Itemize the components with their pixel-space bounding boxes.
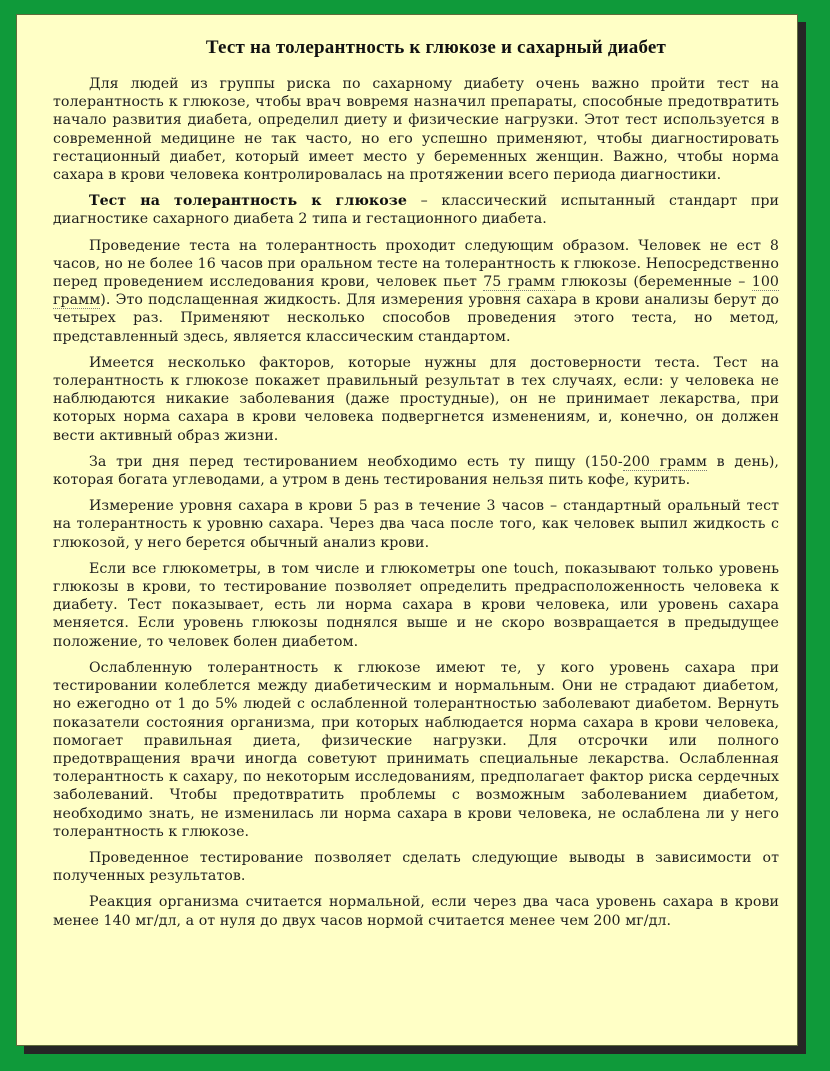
dose-link-100[interactable]: 100 грамм: [53, 274, 779, 309]
diet-link-200[interactable]: 200 грамм: [622, 453, 707, 470]
diet-text-1: За три дня перед тестированием необходимо есть ту пищу (150-: [89, 453, 623, 470]
procedure-text-3: ). Это подслащенная жидкость. Для измерения уровня сахара в крови анализы берут до четырех раз. Применяют несколько способов проведения этого теста, но метод, представленный здесь, является классическим стандартом.: [53, 292, 779, 345]
paragraph-definition: [53, 192, 779, 228]
procedure-text-1: Проведение теста на толерантность проходит следующим образом. Человек не ест 8 часов, но не более 16 часов при оральном тесте на толерантность к глюкозе. Непосредственно перед проведением исследования крови, человек пьет: [53, 237, 779, 291]
document-title: Тест на толерантность к глюкозе и сахарный диабет: [205, 37, 667, 58]
paragraph-normal-reaction: Реакция организма считается нормальной, если через два часа уровень сахара в крови менее 140 мг/дл, а от нуля до двух часов нормой считается менее чем 200 мг/дл.: [53, 894, 779, 929]
paragraph-intro: Для людей из группы риска по сахарному диабету очень важно пройти тест на толерантность к глюкозе, чтобы врач вовремя назначил препараты, способные предотвратить начало развития диабета, определил диету и физические нагрузки. Этот тест используется в современной медицине не так часто, но его успешно применяют, чтобы диагностировать гестационный диабет, который имеет место у беременных женщин. Важно, чтобы норма сахара в крови человека контролировалась на протяжении всего периода диагностики.: [53, 76, 779, 184]
definition-term: Тест на толерантность к глюкозе: [89, 193, 407, 210]
paragraph-impaired-tolerance: Ослабленную толерантность к глюкозе имеют те, у кого уровень сахара при тестировании колеблется между диабетическим и нормальным. Они не страдают диабетом, но ежегодно от 1 до 5% людей с ослабленной толерантностью заболевают диабетом. Вернуть показатели состояния организма, при которых наблюдается норма сахара в крови человека, помогает правильная диета, физические нагрузки. Для отсрочки или полного предотвращения врачи иногда советуют принимать специальные лекарства. Ослабленная толерантность к сахару, по некоторым исследованиям, предполагает фактор риска сердечных заболеваний. Чтобы предотвратить проблемы с возможным заболеванием диабетом, необходимо знать, не изменилась ли норма сахара в крови человека, не ослаблена ли у него толерантность к глюкозе.: [53, 659, 779, 840]
definition-text: – классический испытанный стандарт при диагностике сахарного диабета 2 типа и гестационного диабета.: [53, 193, 780, 228]
paragraph-conclusions: Проведенное тестирование позволяет сделать следующие выводы в зависимости от полученных результатов.: [53, 849, 779, 885]
dose-link-75[interactable]: 75 грамм: [483, 274, 556, 291]
paragraph-diet: [53, 453, 779, 489]
paragraph-measurement: Измерение уровня сахара в крови 5 раз в течение 3 часов – стандартный оральный тест на толерантность к уровню сахара. Через два часа после того, как человек выпил жидкость с глюкозой, у него берется обычный анализ крови.: [53, 498, 779, 551]
paragraph-factors: Имеется несколько факторов, которые нужны для достоверности теста. Тест на толерантность к глюкозе покажет правильный результат в тех случаях, если: у человека не наблюдаются никакие заболевания (даже простудные), он не принимает лекарства, при которых норма сахара в крови человека подвергнется изменениям, и, конечно, он должен вести активный образ жизни.: [53, 354, 779, 444]
paragraph-glucometers: Если все глюкометры, в том числе и глюкометры one touch, показывают только уровень глюкозы в крови, то тестирование позволяет определить предрасположенность человека к диабету. Тест показывает, есть ли норма сахара в крови человека, или уровень сахара меняется. Если уровень глюкозы поднялся выше и не скоро возвращается в предыдущее положение, то человек болен диабетом.: [53, 560, 779, 650]
paragraph-procedure: [53, 237, 779, 346]
document-page: [16, 14, 798, 1046]
diet-text-2: в день), которая богата углеводами, а утром в день тестирования нельзя пить кофе, курить.: [53, 453, 779, 489]
procedure-text-2: глюкозы (беременные –: [555, 274, 752, 291]
